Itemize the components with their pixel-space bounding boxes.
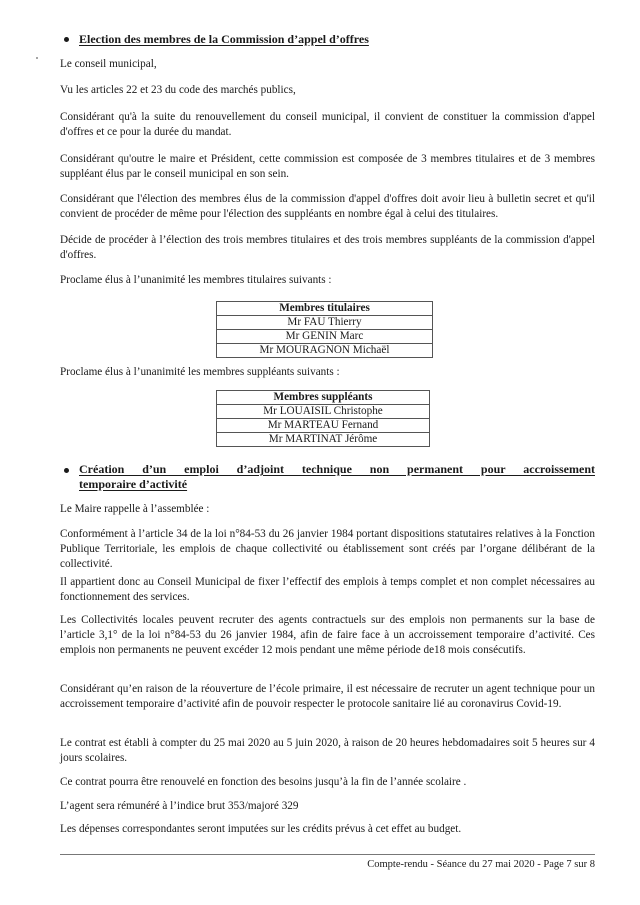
paragraph: Vu les articles 22 et 23 du code des marchés publics,: [60, 84, 296, 96]
table-row: [217, 330, 433, 344]
table-cell: Mr GENIN Marc: [217, 330, 433, 344]
paragraph: Considérant qu'à la suite du renouvellement du conseil municipal, il convient de constituer la commission d'appel d'offres et ce pour la durée du mandat.: [60, 111, 595, 138]
table-cell: Mr LOUAISIL Christophe: [217, 405, 430, 419]
bullet-icon: [64, 468, 69, 473]
paragraph: Le contrat est établi à compter du 25 mai 2020 au 5 juin 2020, à raison de 20 heures hebdomadaires soit 5 heures sur 4 jours scolaires.: [60, 737, 595, 764]
heading-line: temporaire d’activité: [79, 477, 188, 491]
paragraph: Considérant que l'élection des membres élus de la commission d'appel d'offres doit avoir lieu à bulletin secret et qu'il convient de procéder de même pour l'élection des suppléants en nombre égal à celui des titulaires.: [60, 193, 595, 220]
titulaires-table: [216, 301, 433, 358]
paragraph: Proclame élus à l’unanimité les membres titulaires suivants :: [60, 274, 332, 286]
paragraph: Les dépenses correspondantes seront imputées sur les crédits prévus à cet effet au budget.: [60, 823, 462, 835]
paragraph: Conformément à l’article 34 de la loi n°84-53 du 26 janvier 1984 portant dispositions statutaires relatives à la Fonction Publique Territoriale, les emplois de chaque collectivité ou établissement sont créés par l’organe délibérant de la collectivité.: [60, 528, 595, 570]
suppleants-table: [216, 390, 430, 447]
paragraph: Décide de procéder à l’élection des trois membres titulaires et des trois membres suppléants de la commission d'appel d'offres.: [60, 234, 595, 261]
table-header: Membres suppléants: [217, 391, 430, 405]
paragraph: Considérant qu’en raison de la réouverture de l’école primaire, il est nécessaire de recruter un agent technique pour un accroissement temporaire d’activité afin de pouvoir respecter le protocole sanitaire lié au coronavirus Covid-19.: [60, 683, 595, 710]
paragraph: Considérant qu'outre le maire et Président, cette commission est composée de 3 membres titulaires et de 3 membres suppléant élus par le conseil municipal en son sein.: [60, 153, 595, 180]
paragraph: Ce contrat pourra être renouvelé en fonction des besoins jusqu’à la fin de l’année scolaire .: [60, 776, 467, 788]
paragraph: L’agent sera rémunéré à l’indice brut 353/majoré 329: [60, 800, 299, 812]
page-footer: Compte-rendu - Séance du 27 mai 2020 - Page 7 sur 8: [367, 859, 595, 870]
paragraph: Les Collectivités locales peuvent recruter des agents contractuels sur des emplois non permanents sur la base de l’article 3,1° de la loi n°84-53 du 26 janvier 1984, afin de faire face à un accroissement temporaire d’activité. Ces emplois non permanents ne peuvent excéder 12 mois pendant une même période de18 mois consécutifs.: [60, 614, 595, 656]
scan-speck: [36, 57, 38, 59]
table-row: [217, 419, 430, 433]
paragraph: Il appartient donc au Conseil Municipal de fixer l’effectif des emplois à temps complet et non complet nécessaires au fonctionnement des services.: [60, 576, 595, 603]
paragraph: Le Maire rappelle à l’assemblée :: [60, 503, 210, 515]
table-row: [217, 344, 433, 358]
heading-line: Création d’un emploi d’adjoint technique non permanent pour accroissement: [79, 462, 595, 476]
table-row: [217, 405, 430, 419]
table-header: Membres titulaires: [217, 302, 433, 316]
table-row: [217, 433, 430, 447]
bullet-icon: [64, 37, 69, 42]
table-cell: Mr MARTEAU Fernand: [217, 419, 430, 433]
section-heading-commission: Election des membres de la Commission d’appel d’offres: [79, 32, 369, 46]
table-cell: Mr MARTINAT Jérôme: [217, 433, 430, 447]
table-cell: Mr FAU Thierry: [217, 316, 433, 330]
paragraph: Le conseil municipal,: [60, 58, 157, 70]
table-cell: Mr MOURAGNON Michaël: [217, 344, 433, 358]
table-row: [217, 316, 433, 330]
paragraph: Proclame élus à l’unanimité les membres suppléants suivants :: [60, 366, 340, 378]
section-heading-emploi: [79, 462, 595, 492]
footer-divider: [60, 854, 595, 855]
